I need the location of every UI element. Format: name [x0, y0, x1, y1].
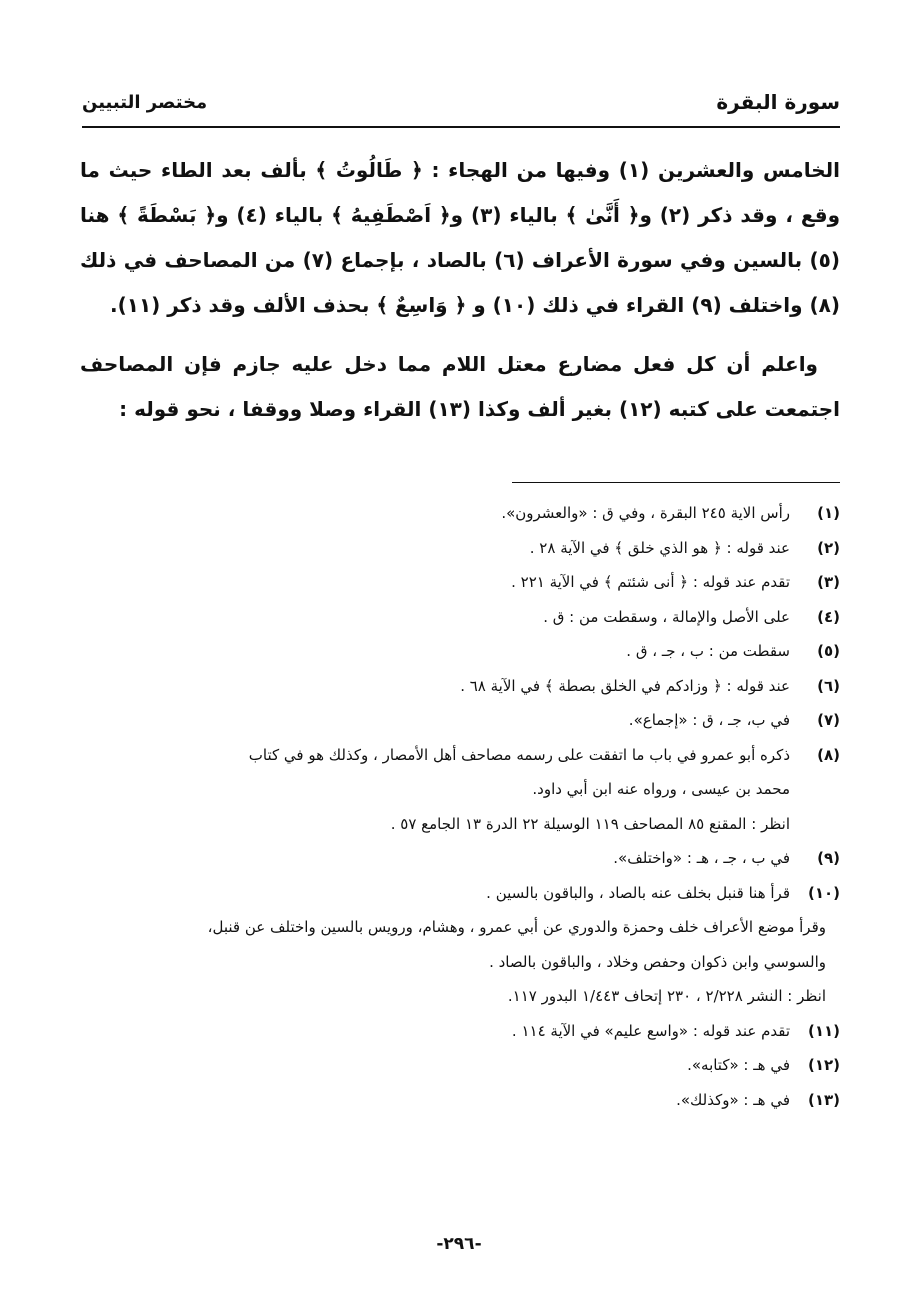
footnote-line: عند قوله : ﴿ هو الذي خلق ﴾ في الآية ٢٨ . [529, 538, 790, 557]
footnote-line: تقدم عند قوله : «واسع عليم» في الآية ١١٤ . [511, 1021, 790, 1040]
footnote-number: (١١) [807, 1021, 840, 1040]
footnote-line: في هـ : «وكذلك». [676, 1090, 790, 1109]
footnote-line: عند قوله : ﴿ وزادكم في الخلق بصطة ﴾ في الآية ٦٨ . [460, 676, 790, 695]
footnote [82, 669, 840, 704]
footnote-line: قرأ هنا قنبل بخلف عنه بالصاد ، والباقون بالسين . [486, 883, 790, 902]
book-title: مختصر التبيين [82, 91, 208, 113]
footnote [82, 634, 840, 669]
footnote-number: (٢) [817, 538, 840, 557]
footnote-number: (١) [817, 504, 840, 522]
surah-title: سورة البقرة [716, 90, 840, 114]
header-divider [82, 126, 840, 128]
footnote-number: (٥) [817, 642, 840, 660]
footnote-number: (٩) [817, 849, 840, 867]
footnote-line: سقطت من : ب ، جـ ، ق . [626, 642, 790, 660]
footnote-number: (١٢) [807, 1056, 840, 1074]
footnote [82, 1083, 840, 1118]
footnote-number: (٣) [817, 573, 840, 591]
main-paragraph-1: الخامس والعشرين (١) وفيها من الهجاء : ﴿ طَالُوتُ ﴾ بألف بعد الطاء حيث ما وقع ، وقد ذكر (٢) و﴿ أَنَّىٰ ﴾ بالياء (٣) و﴿ اَصْطَفِيهُ ﴾ بالياء (٤) و﴿ بَسْطَةً ﴾ هنا (٥) بالسين وفي سورة الأعراف (٦) بالصاد ، بإجماع (٧) من المصاحف في ذلك (٨) واختلف (٩) القراء في ذلك (١٠) و ﴿ وَاسِعٌ ﴾ بحذف الألف وقد ذكر (١١). [80, 158, 841, 317]
footnote-number: (١٣) [807, 1090, 840, 1109]
footnote-line: انظر : النشر ٢/٢٢٨ ، ٢٣٠ إتحاف ١/٤٤٣ البدور ١١٧. [507, 987, 826, 1005]
footnote-number: (١٠) [807, 883, 840, 902]
footnote-text [82, 669, 790, 704]
running-header [82, 82, 840, 122]
footnote-divider [512, 482, 840, 483]
footnote-number: (٦) [817, 676, 840, 695]
footnote [82, 1048, 840, 1083]
footnote-number: (٧) [817, 711, 840, 729]
footnote [82, 531, 840, 566]
footnote [82, 600, 840, 635]
footnote [82, 738, 840, 842]
footnote-line: في ب ، جـ ، هـ : «واختلف». [613, 849, 790, 867]
footnote-line: ذكره أبو عمرو في باب ما اتفقت على رسمه مصاحف أهل الأمصار ، وكذلك هو في كتاب [248, 745, 790, 764]
footnote [82, 876, 840, 911]
footnote-line: تقدم عند قوله : ﴿ أنى شئتم ﴾ في الآية ٢٢١ . [511, 573, 790, 591]
footnote-text [82, 703, 790, 738]
footnote-text [82, 565, 790, 600]
footnote-text [82, 910, 840, 1014]
footnote-text [82, 738, 790, 842]
footnote-line: انظر : المقنع ٨٥ المصاحف ١١٩ الوسيلة ٢٢ الدرة ١٣ الجامع ٥٧ . [390, 814, 790, 833]
main-paragraph-2: واعلم أن كل فعل مضارع معتل اللام مما دخل عليه جازم فإن المصاحف اجتمعت على كتبه (١٢) بغير ألف وكذا (١٣) القراء وصلا ووقفا ، نحو قوله : [80, 352, 840, 421]
footnote-text [82, 531, 790, 566]
footnote-line: والسوسي وابن ذكوان وحفص وخلاد ، والباقون بالصاد . [489, 952, 826, 971]
footnote-line: في ب، جـ ، ق : «إجماع». [628, 711, 790, 729]
footnote [82, 703, 840, 738]
footnote-line: على الأصل والإمالة ، وسقطت من : ق . [543, 607, 790, 626]
footnote-number: (٤) [817, 607, 840, 626]
footnote-line: محمد بن عيسى ، ورواه عنه ابن أبي داود. [532, 780, 790, 798]
main-text [80, 148, 840, 432]
footnote-text [82, 876, 790, 911]
footnote-text [82, 600, 790, 635]
footnote-text [82, 1083, 790, 1118]
footnote [82, 565, 840, 600]
footnote-line: رأس الاية ٢٤٥ البقرة ، وفي ق : «والعشرون». [501, 504, 790, 522]
footnote-line: في هـ : «كتابه». [687, 1056, 790, 1074]
footnote-text [82, 496, 790, 531]
footnote [82, 496, 840, 531]
footnote [82, 910, 840, 1014]
footnote-text [82, 1014, 790, 1049]
footnote-text [82, 634, 790, 669]
page-number: -٢٩٦- [436, 1234, 482, 1254]
footnote-text [82, 1048, 790, 1083]
footnotes [82, 496, 840, 1117]
footnote-number: (٨) [817, 745, 840, 764]
footnote [82, 841, 840, 876]
footnote [82, 1014, 840, 1049]
footnote-line: وقرأ موضع الأعراف خلف وحمزة والدوري عن أبي عمرو ، وهشام، ورويس بالسين واختلف عن قنبل، [207, 918, 826, 936]
footnote-text [82, 841, 790, 876]
